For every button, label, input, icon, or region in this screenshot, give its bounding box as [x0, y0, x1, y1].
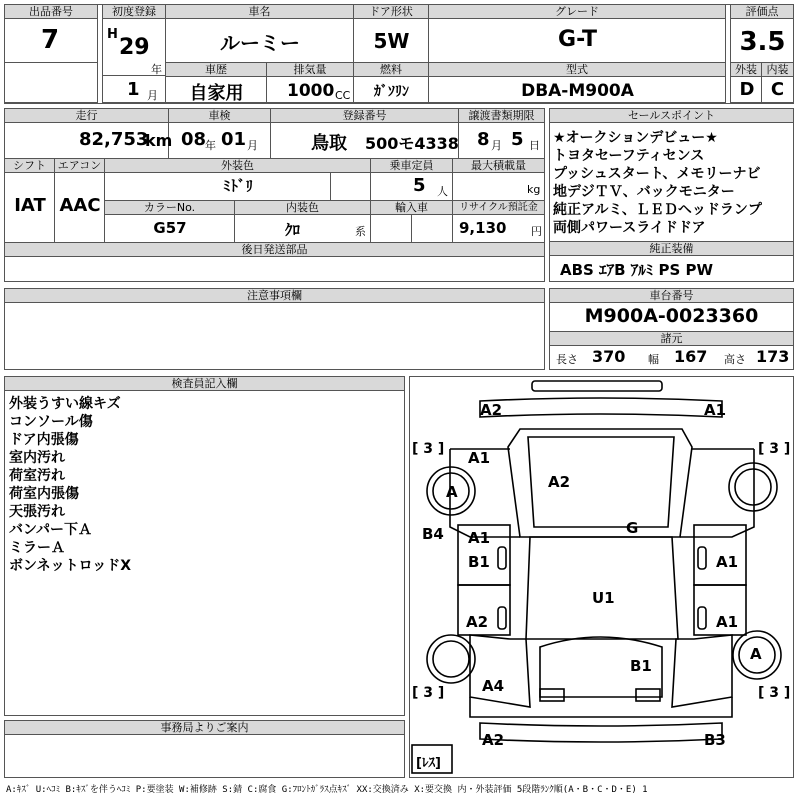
model-label: 型式	[429, 63, 725, 77]
mark-quarter-rl: A4	[482, 677, 505, 695]
reg-label: 登録番号	[271, 109, 458, 123]
later-parts-cell	[5, 243, 544, 281]
mileage: 82,753	[79, 129, 149, 150]
transfer-day-unit: 日	[529, 139, 540, 152]
inspector-label: 検査員記入欄	[5, 377, 404, 391]
caution-block	[4, 288, 545, 370]
recycle-unit: 円	[531, 225, 542, 238]
transfer-day: 5	[511, 129, 524, 150]
later-parts-label: 後日発送部品	[5, 243, 544, 257]
insp-year-unit: 年	[205, 139, 216, 152]
mark-fender-fl: A1	[468, 449, 491, 467]
capacity: 5	[413, 175, 426, 196]
shift-cell	[5, 159, 55, 243]
grade-cell	[429, 5, 726, 63]
inspection-label: 車検	[169, 109, 270, 123]
mark-door-rl: A2	[466, 613, 489, 631]
int-color: ｸﾛ	[285, 221, 301, 239]
int-color-label: 内装色	[235, 201, 370, 215]
mark-front-bumper-left: A2	[480, 401, 503, 419]
note-item: バンパー下Ａ	[9, 522, 93, 538]
mark-rear-bumper-right: B3	[704, 731, 726, 749]
history: 自家用	[189, 83, 244, 104]
sales-points	[549, 108, 794, 282]
dims-label: 諸元	[550, 332, 793, 346]
reg-number: 500モ4338	[365, 134, 459, 153]
recycle-label: リサイクル預託金	[453, 201, 544, 215]
length: 370	[592, 347, 626, 366]
first-reg-label: 初度登録	[103, 5, 165, 19]
height-label: 高さ	[724, 353, 746, 366]
grade-label: グレード	[429, 5, 725, 19]
import-label: 輸入車	[371, 201, 452, 215]
model-code: DBA-M900A	[521, 81, 634, 101]
mark-door-fr: A1	[716, 553, 739, 571]
mileage-cell	[5, 109, 173, 159]
displacement-cell	[267, 63, 354, 103]
load-unit: kg	[527, 183, 541, 196]
mileage-unit: km	[145, 131, 173, 150]
mark-back-door: B1	[630, 657, 652, 675]
first-reg-month: 1	[127, 79, 140, 100]
tire-rl: [ 3 ]	[412, 685, 445, 701]
int-color-unit: 系	[355, 225, 366, 238]
history-label: 車歴	[166, 63, 266, 77]
mark-wheel-fl: A	[446, 483, 458, 501]
note-item: コンソール傷	[9, 414, 93, 430]
score-label: 評価点	[731, 5, 793, 19]
tire-fr: [ 3 ]	[758, 441, 791, 457]
score-cell	[730, 5, 793, 63]
inspector-block	[4, 376, 405, 716]
car-name-cell	[166, 5, 354, 63]
note-item: 荷室汚れ	[9, 468, 65, 484]
insp-month: 01	[221, 129, 247, 150]
ac: AAC	[59, 195, 101, 216]
sales-item: 両側パワースライドドア	[553, 220, 706, 236]
lot-cell	[5, 5, 98, 103]
ac-cell	[55, 159, 105, 243]
sales-label: セールスポイント	[550, 109, 793, 123]
width-label: 幅	[648, 353, 659, 366]
era: H	[107, 27, 118, 42]
door-type: 5W	[373, 29, 410, 53]
fuel-cell	[354, 63, 429, 103]
note-item: 外装うすい線キズ	[9, 396, 121, 412]
chassis-block	[549, 288, 794, 370]
mark-door-fl: A1	[468, 529, 491, 547]
car-name: ルーミー	[220, 31, 300, 55]
tire-rr: [ 3 ]	[758, 685, 791, 701]
color-label: 外装色	[105, 159, 370, 173]
capacity-label: 乗車定員	[371, 159, 452, 173]
mark-wheel-rr: A	[750, 645, 762, 663]
note-item: ドア内張傷	[9, 432, 79, 448]
month-unit: 月	[147, 89, 158, 102]
int-label: 内装	[762, 63, 793, 77]
door-cell	[354, 5, 429, 63]
score: 3.5	[739, 27, 786, 57]
transfer-label: 譲渡書類期限	[459, 109, 544, 123]
color-cell	[105, 159, 371, 201]
sales-list	[553, 129, 762, 237]
displacement-unit: CC	[335, 89, 351, 102]
lot-number: 7	[41, 25, 60, 55]
note-item: 室内汚れ	[9, 450, 65, 466]
mark-rear-bumper-left: A2	[482, 731, 505, 749]
width: 167	[674, 347, 708, 366]
int-cell	[762, 63, 793, 103]
grade: G-T	[558, 27, 597, 52]
reg-cell	[271, 109, 459, 159]
recycle-cell	[453, 201, 544, 243]
car-outline	[410, 377, 793, 777]
fuel-label: 燃料	[354, 63, 428, 77]
color-no-label: カラーNo.	[105, 201, 234, 215]
header-block	[4, 4, 794, 104]
length-label: 長さ	[556, 353, 578, 366]
chassis-number: M900A-0023360	[584, 305, 759, 327]
transfer-cell	[459, 109, 544, 159]
int-grade: C	[770, 79, 785, 100]
fuel: ｶﾞｿﾘﾝ	[374, 84, 409, 100]
history-cell	[166, 63, 267, 103]
note-item: 荷室内張傷	[9, 486, 79, 502]
int-color-cell	[235, 201, 371, 243]
year-unit: 年	[151, 63, 162, 76]
first-reg-year: 29	[119, 35, 150, 60]
office-block	[4, 720, 405, 778]
office-label: 事務局よりご案内	[5, 721, 404, 735]
spec-block	[4, 108, 545, 282]
shift-label: シフト	[5, 159, 54, 173]
mark-front-bumper-right: A1	[704, 401, 727, 419]
chassis-label: 車台番号	[550, 289, 793, 303]
mark-windshield: G	[626, 519, 639, 537]
note-item: 天張汚れ	[9, 504, 65, 520]
car-name-label: 車名	[166, 5, 353, 19]
ext-label: 外装	[731, 63, 761, 77]
inspector-notes	[9, 395, 131, 575]
tire-fl: [ 3 ]	[412, 441, 445, 457]
color: ﾐﾄﾞﾘ	[222, 177, 253, 195]
caution-label: 注意事項欄	[5, 289, 544, 303]
mark-door-fl-2: B1	[468, 553, 490, 571]
legend: A:ｷｽﾞ U:ﾍｺﾐ B:ｷｽﾞを伴うﾍｺﾐ P:要塗装 W:補修跡 S:錆 C:腐食 G:ﾌﾛﾝﾄｶﾞﾗｽ点ｷｽﾞ XX:交換済み X:要交換 内・外装評価 5段階ﾗﾝｸ順(A・B・C・D・E) 1	[6, 785, 648, 795]
inspection-cell	[169, 109, 271, 159]
color-no: G57	[153, 219, 187, 237]
mark-pillar-left: B4	[422, 525, 444, 543]
equipment-label: 純正装備	[550, 242, 793, 256]
model-cell	[429, 63, 726, 103]
import-cell	[371, 201, 453, 243]
note-item: ボンネットロッドX	[9, 558, 132, 574]
sales-item: 純正アルミ、ＬＥＤヘッドランプ	[553, 202, 762, 218]
height: 173	[756, 347, 790, 366]
ext-cell	[730, 63, 762, 103]
reg-area: 鳥取	[311, 133, 347, 154]
displacement-label: 排気量	[267, 63, 353, 77]
door-label: ドア形状	[354, 5, 428, 19]
insp-month-unit: 月	[247, 139, 258, 152]
capacity-unit: 人	[437, 185, 448, 198]
damage-diagram	[409, 376, 794, 778]
recycle-fee: 9,130	[459, 219, 507, 237]
shift: IAT	[14, 195, 46, 216]
insp-year: 08	[181, 129, 207, 150]
equipment-items: ABS ｴｱB ｱﾙﾐ PS PW	[560, 261, 714, 279]
mark-door-rr: A1	[716, 613, 739, 631]
mileage-label: 走行	[5, 109, 168, 123]
spare-tire: [ﾚｽ]	[416, 756, 441, 771]
sales-item: ★オークションデビュー★	[553, 130, 718, 146]
sales-item: 地デジＴＶ、バックモニター	[553, 184, 735, 200]
transfer-month-unit: 月	[491, 139, 502, 152]
first-reg-cell	[102, 5, 166, 103]
mark-hood: A2	[548, 473, 571, 491]
note-item: ミラーＡ	[9, 540, 65, 556]
ac-label: エアコン	[55, 159, 104, 173]
capacity-cell	[371, 159, 453, 201]
sales-item: プッシュスタート、メモリーナビ	[553, 166, 761, 182]
color-no-cell	[105, 201, 235, 243]
transfer-month: 8	[477, 129, 490, 150]
load-cell	[453, 159, 544, 201]
displacement: 1000	[287, 81, 335, 101]
lot-label: 出品番号	[5, 5, 97, 19]
ext-grade: D	[739, 79, 755, 100]
load-label: 最大積載量	[453, 159, 544, 173]
sales-item: トヨタセーフティセンス	[553, 148, 705, 164]
mark-roof: U1	[592, 589, 615, 607]
